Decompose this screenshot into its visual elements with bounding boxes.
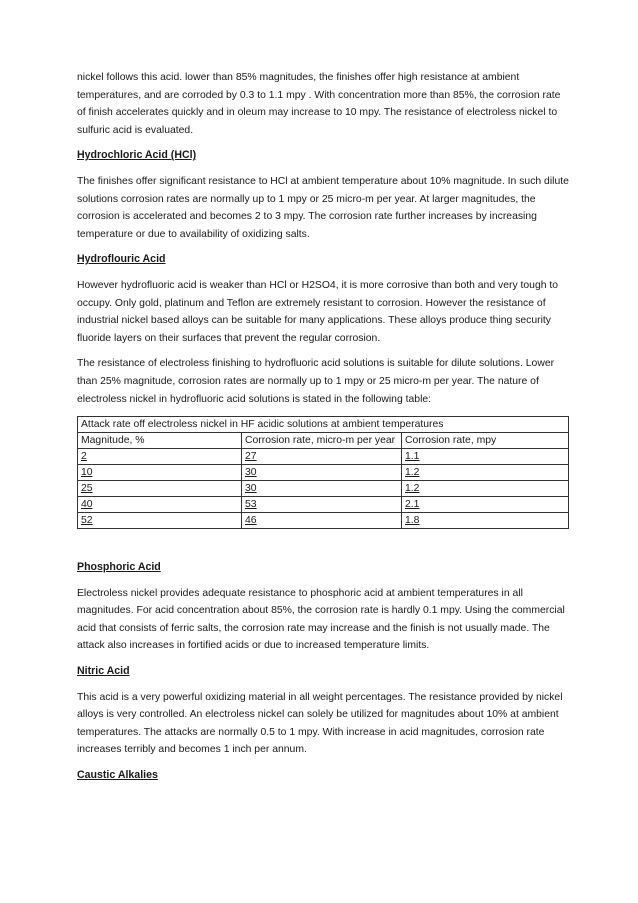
header-rate-micro: Corrosion rate, micro-m per year xyxy=(242,433,402,449)
cell-magnitude: 40 xyxy=(78,497,242,513)
caustic-heading: Caustic Alkalies xyxy=(77,769,158,782)
cell-rate-micro: 27 xyxy=(242,449,402,465)
hcl-paragraph: The finishes offer significant resistance to HCl at ambient temperature about 10% magnitude. In such dilute solutions corrosion rates are normally up to 1 mpy or 25 micro-m per year. At larger magnitudes, the corrosion is accelerated and becomes 2 to 3 mpy. The corrosion rate further increases by increasing temperature or due to availability of oxidizing salts. xyxy=(77,175,569,240)
cell-rate-mpy: 1.2 xyxy=(402,465,569,481)
header-magnitude: Magnitude, % xyxy=(78,433,242,449)
cell-rate-mpy: 1.1 xyxy=(402,449,569,465)
phosphoric-paragraph: Electroless nickel provides adequate resistance to phosphoric acid at ambient temperatures in all magnitudes. For acid concentration about 85%, the corrosion rate is hardly 0.1 mpy. Using the commercial acid that consists of ferric salts, the corrosion rate may increase and the finish is not usually made. The attack also increases in fortified acids or due to increased temperature limits. xyxy=(77,587,565,652)
hf-paragraph-1: However hydrofluoric acid is weaker than HCl or H2SO4, it is more corrosive than both and very tough to occupy. Only gold, platinum and Teflon are extremely resistant to corrosion. However the resistance of industrial nickel based alloys can be suitable for many applications. These alloys produce thing security fluoride layers on their surfaces that prevent the regular corrosion. xyxy=(77,279,559,344)
nitric-heading: Nitric Acid xyxy=(77,665,130,678)
table-row xyxy=(78,513,569,529)
cell-rate-micro: 30 xyxy=(242,465,402,481)
table-caption: Attack rate off electroless nickel in HF acidic solutions at ambient temperatures xyxy=(78,417,569,433)
hf-paragraph-2: The resistance of electroless finishing to hydrofluoric acid solutions is suitable for dilute solutions. Lower than 25% magnitude, corrosion rates are normally up to 1 mpy or 25 micro-m per year. The nature of electroless nickel in hydrofluoric acid solutions is stated in the following table: xyxy=(77,358,555,405)
phosphoric-heading: Phosphoric Acid xyxy=(77,561,161,574)
cell-magnitude: 2 xyxy=(78,449,242,465)
table-header-row xyxy=(78,433,569,449)
table-row xyxy=(78,481,569,497)
hf-heading: Hydroflouric Acid xyxy=(77,253,166,266)
table-row xyxy=(78,497,569,513)
cell-rate-micro: 46 xyxy=(242,513,402,529)
hf-corrosion-table xyxy=(77,416,569,529)
table-row xyxy=(78,465,569,481)
hcl-heading: Hydrochloric Acid (HCl) xyxy=(77,149,197,162)
cell-magnitude: 25 xyxy=(78,481,242,497)
cell-magnitude: 10 xyxy=(78,465,242,481)
cell-rate-micro: 30 xyxy=(242,481,402,497)
cell-rate-mpy: 1.8 xyxy=(402,513,569,529)
cell-rate-mpy: 1.2 xyxy=(402,481,569,497)
cell-magnitude: 52 xyxy=(78,513,242,529)
table-row xyxy=(78,449,569,465)
intro-paragraph: nickel follows this acid. lower than 85% magnitudes, the finishes offer high resistance at ambient temperatures, and are corroded by 0.3 to 1.1 mpy . With concentration more than 85%, the corrosion rate of finish accelerates quickly and in oleum may increase to 10 mpy. The resistance of electroless nickel to sulfuric acid is evaluated. xyxy=(77,72,561,136)
cell-rate-micro: 53 xyxy=(242,497,402,513)
nitric-paragraph: This acid is a very powerful oxidizing material in all weight percentages. The resistance provided by nickel alloys is very controlled. An electroless nickel can solely be utilized for magnitudes about 10% at ambient temperatures. The attacks are normally 0.5 to 1 mpy. With increase in acid magnitudes, corrosion rate increases terribly and becomes 1 inch per annum. xyxy=(77,691,563,756)
header-rate-mpy: Corrosion rate, mpy xyxy=(402,433,569,449)
cell-rate-mpy: 2.1 xyxy=(402,497,569,513)
page-content xyxy=(77,69,569,793)
table-caption-row xyxy=(78,417,569,433)
